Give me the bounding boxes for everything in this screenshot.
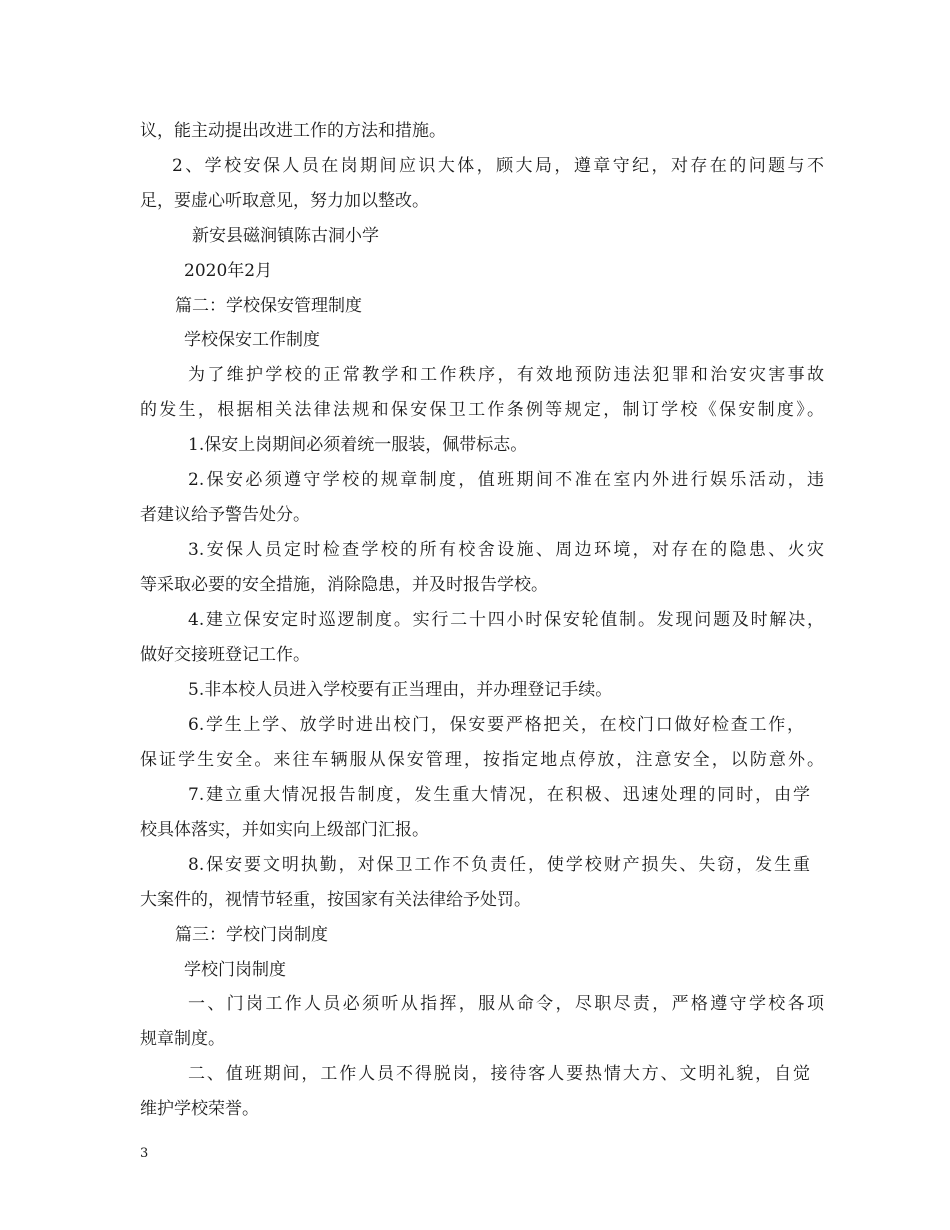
paragraph-line: 等采取必要的安全措施，消除隐患，并及时报告学校。 bbox=[140, 575, 548, 595]
list-item: 1.保安上岗期间必须着统一服装，佩带标志。 bbox=[188, 435, 528, 455]
paragraph-line: 做好交接班登记工作。 bbox=[140, 645, 310, 665]
paragraph-line: 足，要虚心听取意见，努力加以整改。 bbox=[140, 191, 429, 211]
section-subtitle: 学校保安工作制度 bbox=[184, 330, 320, 350]
page-number: 3 bbox=[140, 1146, 149, 1161]
list-item: 4.建立保安定时巡逻制度。实行二十四小时保安轮值制。发现问题及时解决， bbox=[188, 610, 824, 630]
list-item: 8.保安要文明执勤，对保卫工作不负责任，使学校财产损失、失窃，发生重 bbox=[188, 855, 810, 875]
paragraph-line: 议，能主动提出改进工作的方法和措施。 bbox=[140, 121, 446, 141]
school-name: 新安县磁涧镇陈古洞小学 bbox=[192, 226, 379, 246]
list-item: 一、门岗工作人员必须听从指挥，服从命令，尽职尽责，严格遵守学校各项 bbox=[188, 994, 824, 1014]
paragraph-line: 者建议给予警告处分。 bbox=[140, 505, 310, 525]
list-item: 6.学生上学、放学时进出校门，保安要严格把关，在校门口做好检查工作， bbox=[188, 715, 804, 735]
paragraph-line: 大案件的，视情节轻重，按国家有关法律给予处罚。 bbox=[140, 890, 531, 910]
paragraph-line: 为了维护学校的正常教学和工作秩序，有效地预防违法犯罪和治安灾害事故 bbox=[188, 365, 824, 385]
list-item: 2.保安必须遵守学校的规章制度，值班期间不准在室内外进行娱乐活动，违 bbox=[188, 470, 824, 490]
paragraph-line: 校具体落实，并如实向上级部门汇报。 bbox=[140, 820, 429, 840]
list-item: 3.安保人员定时检查学校的所有校舍设施、周边环境，对存在的隐患、火灾 bbox=[188, 540, 824, 560]
section-heading: 篇三：学校门岗制度 bbox=[175, 925, 328, 945]
list-item: 二、值班期间，工作人员不得脱岗，接待客人要热情大方、文明礼貌，自觉 bbox=[188, 1064, 810, 1084]
section-heading: 篇二：学校保安管理制度 bbox=[175, 296, 362, 316]
paragraph-line: 维护学校荣誉。 bbox=[140, 1099, 259, 1119]
paragraph-line: 的发生，根据相关法律法规和保安保卫工作条例等规定，制订学校《保安制度》。 bbox=[140, 400, 824, 420]
paragraph-line: 2、学校安保人员在岗期间应识大体，顾大局，遵章守纪，对存在的问题与不 bbox=[172, 156, 824, 176]
paragraph-line: 规章制度。 bbox=[140, 1029, 225, 1049]
date-line: 2020年2月 bbox=[184, 261, 273, 281]
list-item: 7.建立重大情况报告制度，发生重大情况，在积极、迅速处理的同时，由学 bbox=[188, 785, 810, 805]
list-item: 5.非本校人员进入学校要有正当理由，并办理登记手续。 bbox=[188, 680, 613, 700]
paragraph-line: 保证学生安全。来往车辆服从保安管理，按指定地点停放，注意安全，以防意外。 bbox=[140, 750, 824, 770]
section-subtitle: 学校门岗制度 bbox=[184, 960, 286, 980]
